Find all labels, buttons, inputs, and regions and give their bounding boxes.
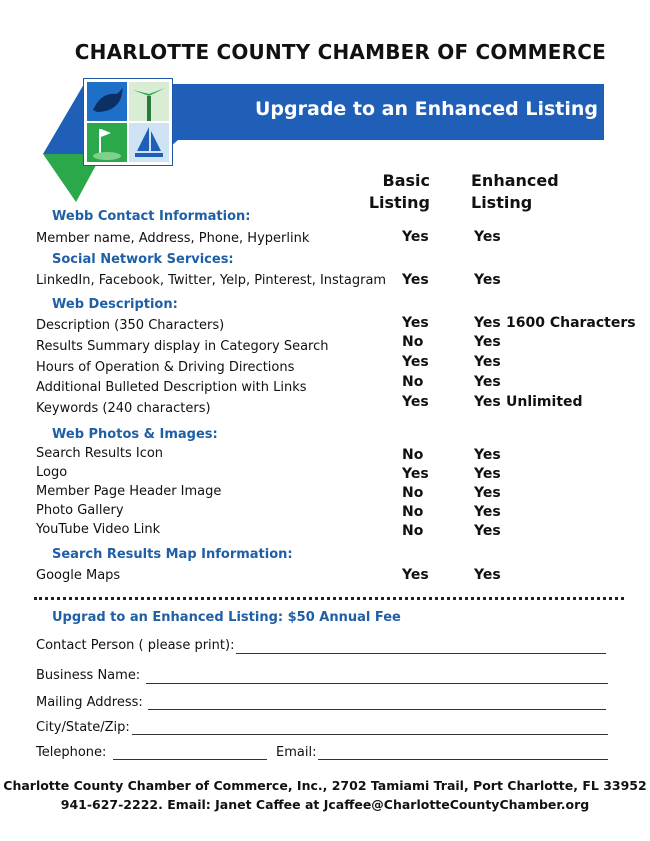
enhanced-value: Yes <box>474 354 501 370</box>
row-label: YouTube Video Link <box>36 522 161 537</box>
row-label: Hours of Operation & Driving Directions <box>36 360 295 375</box>
row-label: LinkedIn, Facebook, Twitter, Yelp, Pinterest, Instagram <box>36 273 387 288</box>
enhanced-value: Yes <box>474 567 501 583</box>
basic-value: Yes <box>402 229 429 245</box>
contact-person-field[interactable] <box>236 653 606 654</box>
enhanced-header <box>471 170 559 214</box>
email-label: Email: <box>276 745 317 760</box>
basic-value: Yes <box>402 567 429 583</box>
basic-header <box>368 170 430 214</box>
enhanced-value: Yes <box>474 374 501 390</box>
basic-value: No <box>402 374 424 390</box>
contact-person-label: Contact Person ( please print): <box>36 638 235 653</box>
enhanced-value: Yes <box>474 334 501 350</box>
basic-value: Yes <box>402 272 429 288</box>
enhanced-header-line2: Listing <box>471 193 533 212</box>
basic-value: No <box>402 504 424 520</box>
palm-tree-icon <box>129 82 169 121</box>
email-field[interactable] <box>318 759 608 760</box>
section-social: Social Network Services: <box>52 252 234 267</box>
form-heading: Upgrad to an Enhanced Listing: $50 Annual Fee <box>52 610 401 625</box>
basic-value: Yes <box>402 315 429 331</box>
basic-value: Yes <box>402 394 429 410</box>
telephone-field[interactable] <box>113 759 267 760</box>
row-label: Description (350 Characters) <box>36 318 225 333</box>
sailboat-icon <box>129 123 169 162</box>
section-web-description: Web Description: <box>52 297 178 312</box>
business-name-field[interactable] <box>146 683 608 684</box>
enhanced-value: Yes <box>474 272 501 288</box>
basic-header-line1: Basic <box>382 171 430 190</box>
page-title: CHARLOTTE COUNTY CHAMBER OF COMMERCE <box>74 40 606 64</box>
enhanced-value: Yes <box>474 485 501 501</box>
basic-value: No <box>402 485 424 501</box>
enhanced-value: Yes <box>474 504 501 520</box>
city-state-zip-field[interactable] <box>132 734 608 735</box>
row-label: Photo Gallery <box>36 503 124 518</box>
basic-value: No <box>402 447 424 463</box>
enhanced-note: 1600 Characters <box>506 315 636 331</box>
footer-address: Charlotte County Chamber of Commerce, Inc., 2702 Tamiami Trail, Port Charlotte, FL 33952 <box>3 778 647 793</box>
city-state-zip-label: City/State/Zip: <box>36 720 130 735</box>
row-label: Member name, Address, Phone, Hyperlink <box>36 231 310 246</box>
dotted-divider <box>34 597 624 600</box>
enhanced-value: Yes <box>474 229 501 245</box>
row-label: Keywords (240 characters) <box>36 401 211 416</box>
enhanced-value: Yes <box>474 447 501 463</box>
enhanced-value: Yes <box>474 394 501 410</box>
golf-flag-icon <box>87 123 127 162</box>
enhanced-value: Yes <box>474 315 501 331</box>
enhanced-header-line1: Enhanced <box>471 171 559 190</box>
section-contact: Webb Contact Information: <box>52 209 251 224</box>
row-label: Search Results Icon <box>36 446 164 461</box>
basic-value: No <box>402 523 424 539</box>
enhanced-value: Yes <box>474 466 501 482</box>
fish-icon <box>87 82 127 121</box>
business-name-label: Business Name: <box>36 668 141 683</box>
section-map: Search Results Map Information: <box>52 547 293 562</box>
enhanced-note: Unlimited <box>506 394 583 410</box>
basic-value: No <box>402 334 424 350</box>
basic-value: Yes <box>402 466 429 482</box>
row-label: Additional Bulleted Description with Links <box>36 380 307 395</box>
chamber-logo <box>83 78 173 166</box>
footer-contact: 941-627-2222. Email: Janet Caffee at Jcaffee@CharlotteCountyChamber.org <box>60 797 590 812</box>
basic-header-line2: Listing <box>368 193 430 212</box>
basic-value: Yes <box>402 354 429 370</box>
row-label: Member Page Header Image <box>36 484 222 499</box>
row-label: Logo <box>36 465 68 480</box>
row-label: Results Summary display in Category Search <box>36 339 329 354</box>
section-photos: Web Photos & Images: <box>52 427 218 442</box>
row-label: Google Maps <box>36 568 121 583</box>
enhanced-value: Yes <box>474 523 501 539</box>
telephone-label: Telephone: <box>36 745 107 760</box>
banner-title: Upgrade to an Enhanced Listing <box>255 98 599 120</box>
mailing-address-field[interactable] <box>148 709 606 710</box>
mailing-address-label: Mailing Address: <box>36 695 143 710</box>
